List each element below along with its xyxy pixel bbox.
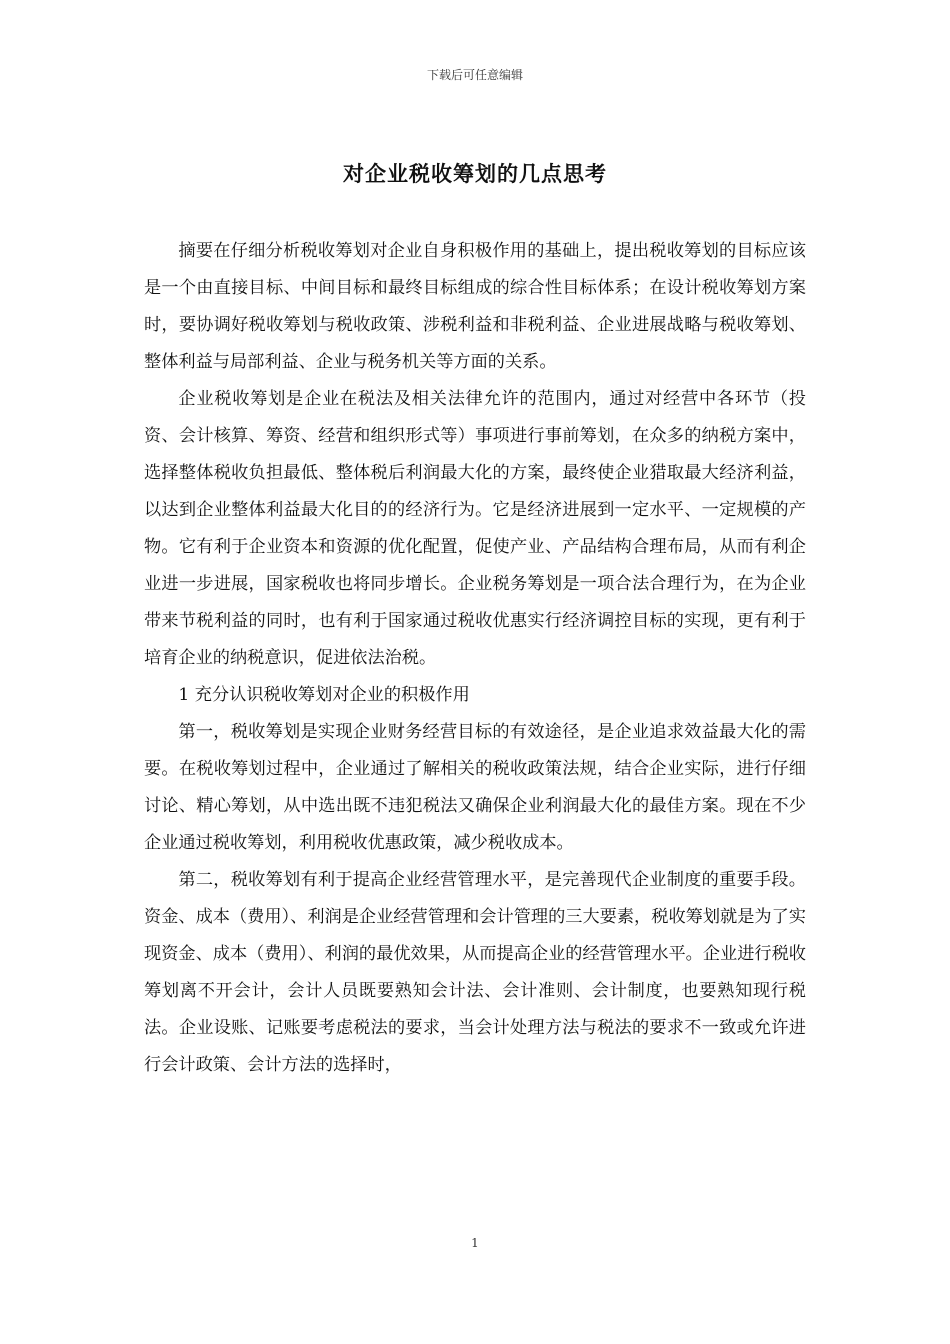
paragraph-first-point: 第一，税收筹划是实现企业财务经营目标的有效途径，是企业追求效益最大化的需要。在税收筹划过程中，企业通过了解相关的税收政策法规，结合企业实际，进行仔细讨论、精心筹划，从中选出既不违犯税法又确保企业利润最大化的最佳方案。现在不少企业通过税收筹划，利用税收优惠政策，减少税收成本。 bbox=[144, 722, 806, 853]
paragraph-abstract: 摘要在仔细分析税收筹划对企业自身积极作用的基础上，提出税收筹划的目标应该是一个由直接目标、中间目标和最终目标组成的综合性目标体系；在设计税收筹划方案时，要协调好税收筹划与税收政策、涉税利益和非税利益、企业进展战略与税收筹划、整体利益与局部利益、企业与税务机关等方面的关系。 bbox=[144, 241, 806, 372]
paragraph-intro: 企业税收筹划是企业在税法及相关法律允许的范围内，通过对经营中各环节（投资、会计核算、筹资、经营和组织形式等）事项进行事前筹划，在众多的纳税方案中，选择整体税收负担最低、整体税后利润最大化的方案，最终使企业猎取最大经济利益，以达到企业整体利益最大化目的的经济行为。它是经济进展到一定水平、一定规模的产物。它有利于企业资本和资源的优化配置，促使产业、产品结构合理布局，从而有利企业进一步进展，国家税收也将同步增长。企业税务筹划是一项合法合理行为，在为企业带来节税利益的同时，也有利于国家通过税收优惠实行经济调控目标的实现，更有利于培育企业的纳税意识，促进依法治税。 bbox=[144, 389, 806, 668]
document-body bbox=[144, 233, 806, 1084]
paragraph-second-point: 第二，税收筹划有利于提高企业经营管理水平，是完善现代企业制度的重要手段。资金、成本（费用）、利润是企业经营管理和会计管理的三大要素，税收筹划就是为了实现资金、成本（费用）、利润的最优效果，从而提高企业的经营管理水平。企业进行税收筹划离不开会计，会计人员既要熟知会计法、会计准则、会计制度，也要熟知现行税法。企业设账、记账要考虑税法的要求，当会计处理方法与税法的要求不一致或允许进行会计政策、会计方法的选择时， bbox=[144, 870, 806, 1075]
page-number: 1 bbox=[471, 1236, 479, 1250]
header-note: 下载后可任意编辑 bbox=[426, 68, 523, 82]
section-heading: 1 充分认识税收筹划对企业的积极作用 bbox=[178, 685, 470, 705]
document-title: 对企业税收筹划的几点思考 bbox=[343, 161, 607, 186]
